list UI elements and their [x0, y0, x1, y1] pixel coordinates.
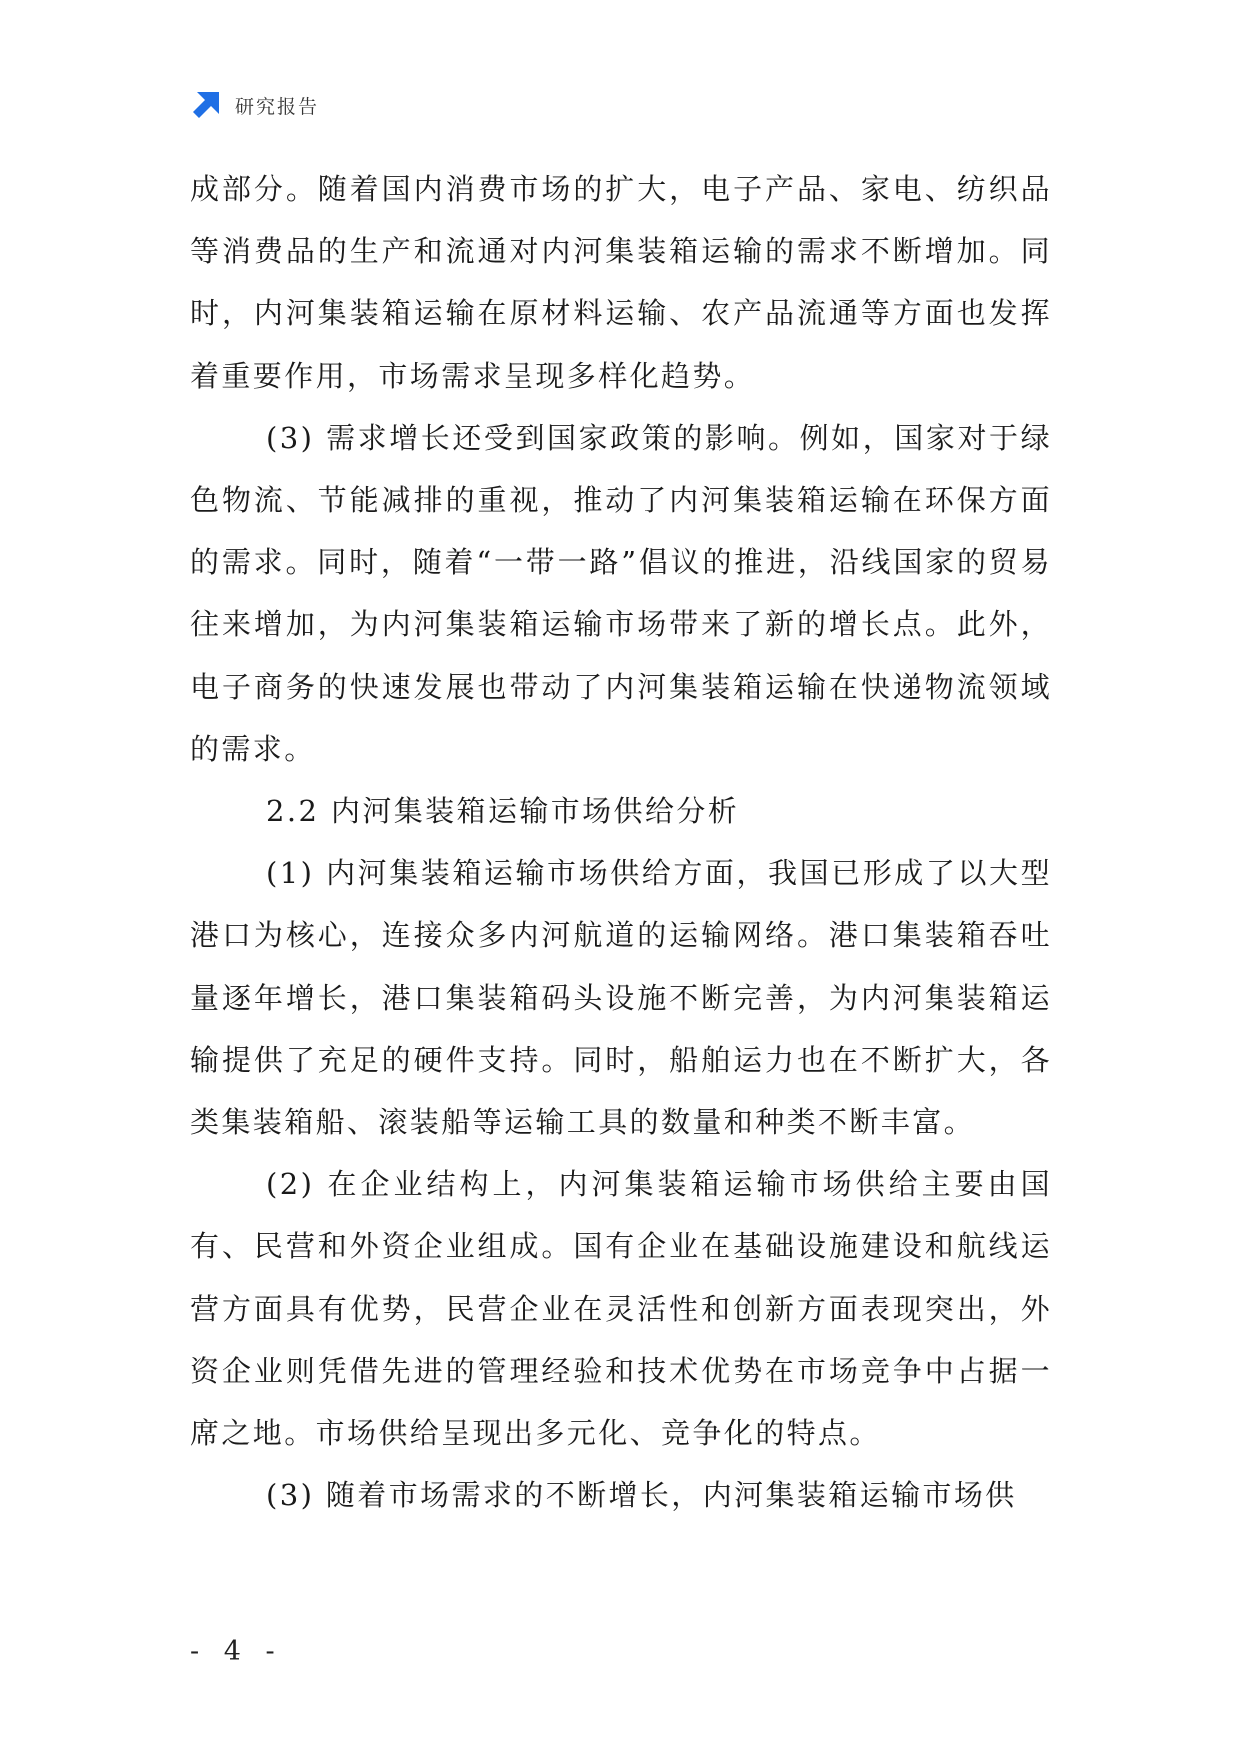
paragraph-demand-policy: (3) 需求增长还受到国家政策的影响。例如，国家对于绿色物流、节能减排的重视，推动了内河集装箱运输在环保方面的需求。同时，随着“一带一路”倡议的推进，沿线国家的贸易往来增加，为内河集装箱运输市场带来了新的增长点。此外，电子商务的快速发展也带动了内河集装箱运输在快递物流领域的需求。: [190, 420, 1052, 766]
arrow-up-right-icon: [190, 89, 222, 121]
paragraph-supply-network: (1) 内河集装箱运输市场供给方面，我国已形成了以大型港口为核心，连接众多内河航道的运输网络。港口集装箱吞吐量逐年增长，港口集装箱码头设施不断完善，为内河集装箱运输提供了充足的硬件支持。同时，船舶运力也在不断扩大，各类集装箱船、滚装船等运输工具的数量和种类不断丰富。: [190, 856, 1052, 1140]
page-number: - 4 -: [190, 1636, 283, 1667]
paragraph-supply-growth: (3) 随着市场需求的不断增长，内河集装箱运输市场供: [266, 1478, 1017, 1513]
header-title: 研究报告: [235, 95, 320, 118]
document-body: [190, 158, 1052, 1526]
section-heading: 2.2 内河集装箱运输市场供给分析: [266, 794, 740, 829]
paragraph-supply-enterprises: (2) 在企业结构上，内河集装箱运输市场供给主要由国有、民营和外资企业组成。国有企业在基础设施建设和航线运营方面具有优势，民营企业在灵活性和创新方面表现突出，外资企业则凭借先进的管理经验和技术优势在市场竞争中占据一席之地。市场供给呈现出多元化、竞争化的特点。: [190, 1167, 1052, 1451]
paragraph-continued: 成部分。随着国内消费市场的扩大，电子产品、家电、纺织品等消费品的生产和流通对内河集装箱运输的需求不断增加。同时，内河集装箱运输在原材料运输、农产品流通等方面也发挥着重要作用，市场需求呈现多样化趋势。: [190, 172, 1052, 393]
page-header: [190, 88, 319, 122]
